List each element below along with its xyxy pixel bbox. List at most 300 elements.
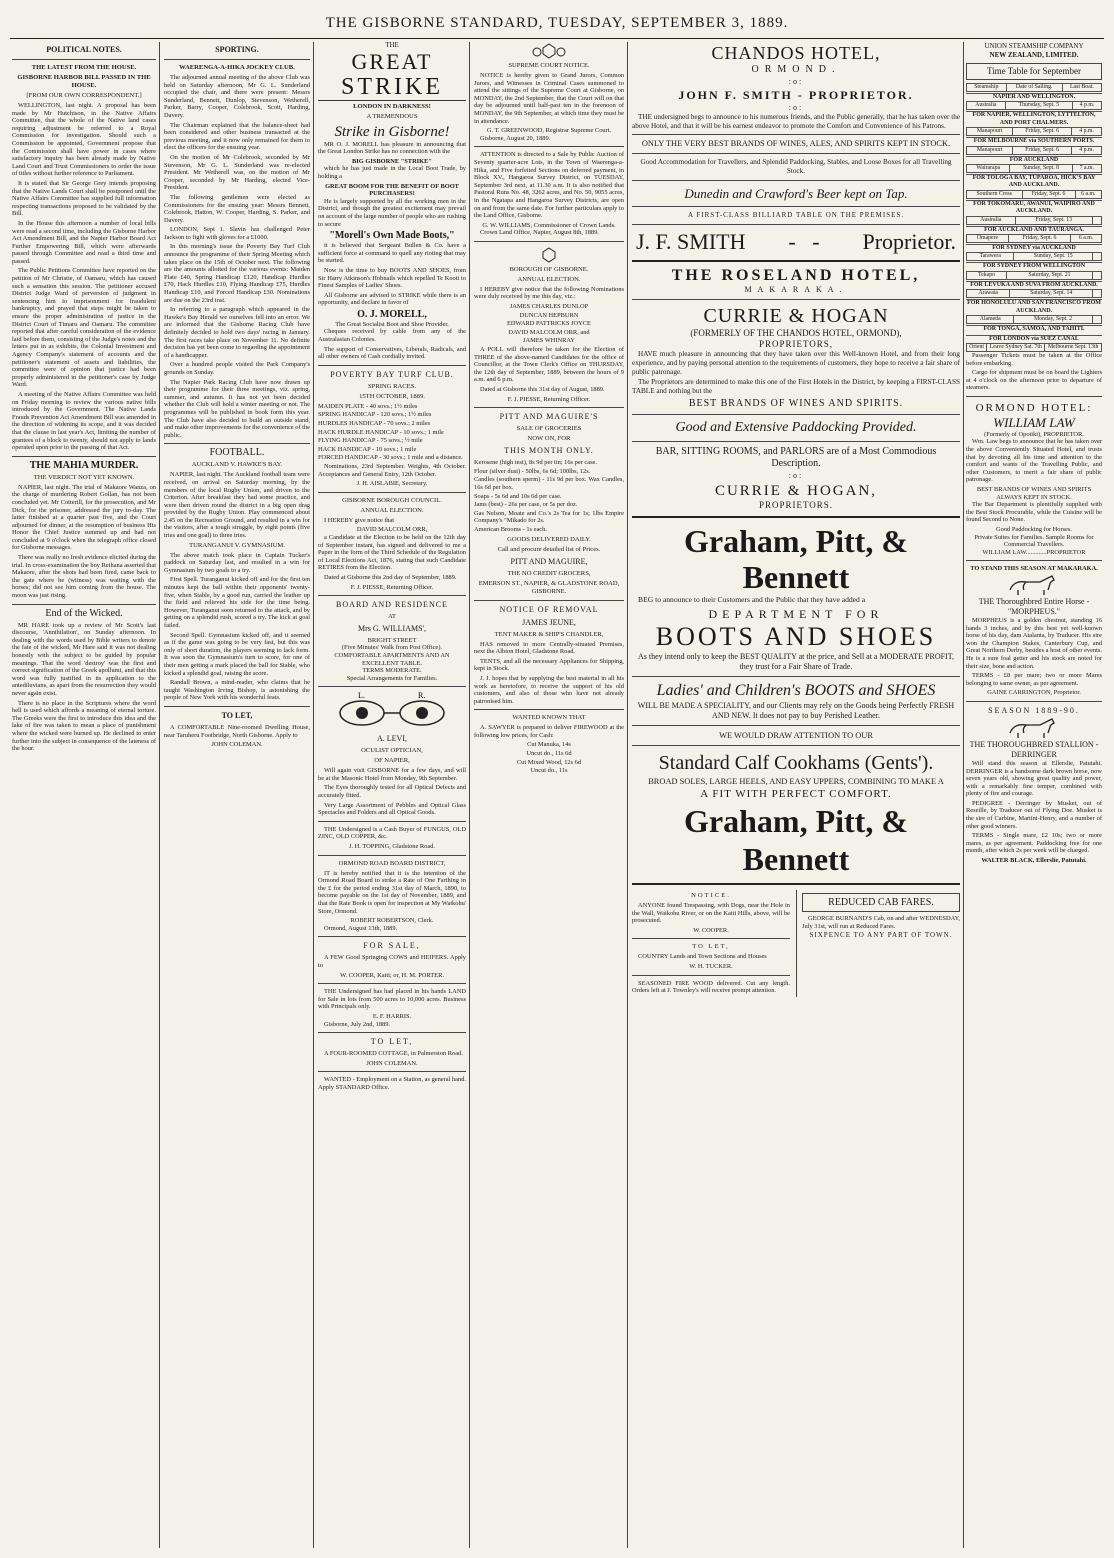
table-cell: 6 a.m.: [1075, 190, 1101, 198]
ad-text: A FIT WITH PERFECT COMFORT.: [700, 787, 892, 800]
ad-heading: TO LET,: [221, 710, 253, 720]
ad-heading: THIS MONTH ONLY.: [504, 446, 594, 456]
timetable-rows: [966, 343, 1102, 352]
table-row: [967, 253, 1102, 261]
ad-text: TERMS - £8 per mare; two or more Mares belonging to same owner, as per agreement.: [966, 672, 1102, 687]
ad-text: Proprietor.: [862, 229, 956, 255]
ad-text: NOTICE is hereby given to Grand Jurors, Common Jurors, and Witnesses in Criminal Cases summoned to attend the sittings of the Supreme Court at Gisborne, on MONDAY, the 2nd September, that the Court will on that day be adjourned until half-past ten in the forenoon of MONDAY, the 9th September, at which time they must be in attendance.: [474, 72, 624, 125]
ad-heading: BOROUGH OF GISBORNE.: [509, 265, 589, 273]
ad-heading: SUPREME COURT NOTICE.: [508, 62, 590, 69]
ad-ormond: ORMOND.: [751, 64, 841, 75]
timetable-section-title: FOR SYDNEY FROM WELLINGTON: [966, 262, 1102, 270]
timetable-header: [966, 83, 1102, 92]
table-cell: Sunday, Sept. 8: [1010, 165, 1072, 173]
ad-text: I HEREBY give notice that: [324, 516, 395, 524]
ad-text: THE undersigned begs to announce to his numerous friends, and the Public generally, that he has taken over the above Hotel, and that it will be his earnest endeavor to promote the Comfort and Convenience of his Patrons.: [632, 113, 960, 130]
ad-subheading: SALE OF GROCERIES: [516, 425, 582, 433]
ad-text: The support of Conservatives, Liberals, Radicals, and all other owners of Cash cordially invited.: [318, 345, 466, 361]
subheading: TURANGANUI V. GYMNASIUM.: [189, 541, 285, 549]
horse-icon: [1004, 574, 1064, 596]
table-cell: Tarawera: [967, 253, 1014, 261]
ad-text: Wm. Law begs to announce that he has taken over the above Conveniently Situated Hotel, and trusts that by devoting all his time and attention to the comfort and wants of the Travelling Public, and other Customers, to merit a fair share of public patronage.: [966, 438, 1102, 484]
ad-text: Private Suites for Families. Sample Rooms for Commercial Travellers.: [974, 533, 1094, 549]
subheading: THE VERDICT NOT YET KNOWN.: [33, 473, 135, 481]
table-cell: Sunday, Sept. 15: [1014, 253, 1093, 261]
ad-subheading: 15TH OCTOBER, 1889.: [359, 392, 425, 400]
eye-label-left: L.: [358, 691, 365, 701]
article-paragraph: The above match took place in Captain Tucker's paddock on Saturday last, and resulted in a win for Gymnasium by two goals to a try.: [164, 551, 310, 574]
article-paragraph: WELLINGTON, last night. A proposal has been made by Mr Hutchison, in the Native Affairs Committee, that the whole of the Native land cases requiring adjustment be referred to a Royal Commission for investigation. Should such a Commission be appointed, Government propose that the Commission shall have power in cases where satisfactory inquiry has been already made by Native Land Court and Trust Commissioners to order the issue of titles without further reference to Parliament.: [12, 102, 156, 178]
ad-text: HAS removed to more Centrally-situated Premises, next the Albion Hotel, Gladstone Road.: [474, 640, 624, 656]
ad-signature: WILLIAM LAW.............PROPRIETOR: [982, 548, 1086, 556]
column-rule: [159, 42, 160, 1548]
table-row: [967, 102, 1102, 110]
timetable-rows: [966, 127, 1102, 136]
ad-text: WE WOULD DRAW ATTENTION TO OUR: [719, 730, 873, 740]
table-cell: Manapouri: [967, 146, 1013, 154]
ad-text: I HEREBY give notice that the following Nominations were duly received by me this day, viz.:: [474, 285, 624, 301]
ad-subheading: ANNUAL ELECTION.: [360, 506, 424, 514]
price-entry: American Brooms - 1s each.: [474, 525, 547, 533]
column-advertisements-2: [474, 42, 624, 1548]
column-rule: [963, 42, 964, 1548]
ad-makaraka: MAKARAKA.: [744, 285, 848, 295]
table-cell: Southern Cross: [967, 190, 1023, 198]
ad-text: BROAD SOLES, LARGE HEELS, AND EASY UPPERS, COMBINING TO MAKE A: [648, 776, 944, 786]
ad-signature: E. F. HARRIS.: [372, 1012, 412, 1020]
table-cell: 4 p.m.: [1072, 128, 1102, 136]
timetable-rows: [966, 101, 1102, 110]
ad-name: Mrs G. WILLIAMS',: [358, 623, 426, 633]
race-entry: SPRING HANDICAP - 120 sovs.; 1½ miles: [318, 411, 432, 419]
ad-chandos: CHANDOS HOTEL,: [711, 43, 881, 63]
table-cell: Thursday, Sept. 5: [1005, 102, 1072, 110]
ad-text: (Formerly of Opotiki), PROPRIETOR.: [984, 430, 1084, 438]
ad-signature: J. H. AISLABIE, Secretary.: [356, 480, 428, 488]
table-cell: Monday, Sept. 2: [1014, 316, 1092, 324]
ad-text: A COMFORTABLE Nine-roomed Dwelling House, near Taruheru Footbridge, North Gisborne. Apply to: [164, 723, 310, 739]
ad-heading: UNION STEAMSHIP COMPANY: [984, 42, 1084, 50]
article-paragraph: First Spell. Turanganui kicked off and for the first ten minutes kept the ball within their opponents' twenty-five, when Stable, by a good run, carried the leather up the field and relieved his side for the time being. However, Turanganui soon returned to the attack, and by getting on a splendid rush, scored a try. The kick at goal failed.: [164, 576, 310, 629]
ad-text: GEORGE BURNAND'S Cab, on and after WEDNESDAY, July 31st, will run at Reduced Fares.: [802, 914, 960, 930]
ad-subheading: NOW ON, FOR: [527, 435, 571, 443]
ad-text: THE Undersigned has had placed in his hands LAND for Sale in lots from 500 acres to 10,000 acres. Business with Principals only.: [318, 988, 466, 1011]
ad-subheading: OCULIST OPTICIAN,: [361, 747, 423, 755]
ad-text: Will again visit GISBORNE for a few days, and will be at the Masonic Hotel from Monday, 9th September.: [318, 767, 466, 782]
table-cell: Friday, Sept. 6: [1013, 146, 1072, 154]
ad-signature: W. H. TUCKER.: [689, 962, 733, 970]
wood-price: Uncut do., 11s: [530, 767, 568, 775]
ad-text: THE Undersigned is a Cash Buyer of FUNGUS, OLD ZINC, OLD COPPER, &c.: [318, 825, 466, 841]
ad-text: Cheques received by cable from any of the Australasian Colonies.: [318, 328, 466, 344]
article-paragraph: MR HARE took up a review of Mr Scott's last discourse, 'Annihilation', on Sunday afternoon. In dealing with the words used by Bible writers to denote the fate of the wicked, Mr Hare said it was not dealing honestly with the subject to be guided by popular meanings. That the word 'destroy' was the first and correct signification of the Greek apollumi, and that this word was fully justified in its application to the antediluvians, as apart from the resurrection they would never again exist.: [12, 621, 156, 697]
ad-text: Call and procure detailed list of Prices.: [497, 545, 601, 553]
ad-text: Cargo for shipment must be on board the Lighters at 4 o'clock on the afternoon prior to departure of steamers.: [966, 369, 1102, 392]
ad-william-law: WILLIAM LAW: [993, 414, 1075, 430]
ad-text: WILL BE MADE A SPECIALITY, and our Clients may rely on the Goods being Perfectly FRESH AND NEW. It does not pay to buy Perished Leather.: [637, 700, 955, 720]
ad-roseland: THE ROSELAND HOTEL,: [671, 267, 921, 285]
section-heading: THE MAHIA MURDER.: [29, 459, 139, 471]
table-cell: Wairarapa: [967, 165, 1010, 173]
timetable-section-title: FOR LEVUKA AND SUVA FROM AUCKLAND.: [966, 281, 1102, 289]
byline: [FROM OUR OWN CORRESPONDENT.]: [26, 92, 142, 99]
article-paragraph: NAPIER, last night. The Auckland football team were received, on arrival on Saturday morning, by the members of the local Rugby Union, and driven to the Criterion. After breakfast they had some practice, and were then driven round the district in a big open drag provided by the Rugby Union. Play commenced about 2.45 on the Recreation Ground, and resulted in a win for the visitors, after a tough struggle, by eight points (five tries and one goal) to three tries.: [164, 471, 310, 540]
ad-graham-pitt-bennett-2: Graham, Pitt, & Bennett: [684, 802, 908, 877]
ad-text: BEST BRANDS OF WINES AND SPIRITS.: [688, 398, 904, 410]
race-entry: FORCED HANDICAP - 30 sovs.; 1 mile and a distance.: [318, 454, 463, 462]
candidate-list: [474, 303, 624, 345]
table-cell: Orient: [967, 343, 987, 351]
ad-signature: J. H. TOPPING, Gladstone Road.: [348, 843, 436, 851]
ad-subheading: THE NO CREDIT GROCERS,: [507, 569, 591, 577]
table-cell: Friday, Sept. 6: [1013, 128, 1072, 136]
ad-name: PITT AND MAGUIRE,: [510, 556, 588, 566]
section-heading: End of the Wicked.: [45, 607, 123, 619]
ad-text: ATTENTION is directed to a Sale by Public Auction of Seventy quarter-acre Lots, in the Town of Waerenga-a-Hika, and Five forfeited Sections on deferred payment, in Block XV., Hangaroa Survey District, on TUESDAY, September 3rd next, at 11.30 a.m. It is also notified that Pastoral Runs No. 48, 3262 acres, and No. 50, 9055 acres, in the Ngatapa and Hangaroa Survey Districts, are open on and from the same date. For further particulars apply to the Land Office, Gisborne.: [474, 151, 624, 220]
ad-name: DAVID MALCOLM ORR,: [356, 526, 428, 534]
timetable-rows: [966, 234, 1102, 243]
timetable-section-title: FOR TOKOMARU, AWANUI, WAIPIRO AND AUCKLAND.: [966, 200, 1102, 216]
table-cell: Manapouri: [967, 128, 1013, 136]
ad-text: HAVE much pleasure in announcing that they have taken over this Well-known Hotel, and from their long experience, and by paying personal attention to the requirements of customers, they hope to receive a fair share of public patronage.: [632, 350, 960, 376]
timetable-section-title: FOR MELBOURNE via SOUTHERN PORTS.: [966, 137, 1102, 145]
ad-text: (Five Minutes' Walk from Post Office).: [341, 644, 443, 652]
ad-text: WANTED - Employment on a Station, as general hand. Apply STANDARD Office.: [318, 1076, 466, 1091]
table-row: [967, 271, 1102, 279]
table-cell: Omapere: [967, 235, 1009, 243]
ad-subheading: GOODS DELIVERED DAILY.: [507, 535, 591, 543]
ad-emphasis: GREAT BOOM FOR THE BENEFIT OF BOOT PURCHASERS!: [325, 182, 459, 198]
ad-text: PROPRIETORS,: [758, 339, 834, 350]
article-paragraph: There is no place in the Scriptures where the word hell is used which affords a meaning of eternal torture. The Greeks were the first to introduce this idea and the lake of fire was taken to mean a place of punishment where the wicked were burned up. He declined to enter further into the subject in consequence of the lateness of the hour.: [12, 699, 156, 753]
table-row: [967, 190, 1102, 198]
ad-strike-gisborne: Strike in Gisborne!: [334, 123, 450, 140]
ad-signature: JOHN COLEMAN.: [366, 1059, 418, 1067]
ad-text: A FOUR-ROOMED COTTAGE, in Palmerston Road.: [324, 1050, 463, 1058]
ad-ladies-children: Ladies' and Children's BOOTS and SHOES: [656, 681, 936, 699]
article-paragraph: Randall Brown, a mind-reader, who claims that he taught Washington Irving Bishop, is astonishing the people of New York with his wonderful feats.: [164, 679, 310, 702]
spectacles-icon: [332, 691, 452, 731]
article-paragraph: In this morning's issue the Poverty Bay Turf Club announce the programme of their Spring Meeting which takes place on the 15th of October next. The following are the amounts allotted for the various events: Maiden Plate £40, Spring Handicap £120, Handicap Hurdles £70, Hack Hurdles £10, Flying Handicap £75, Hurdles Handicap £10, and Forced Handicap £30. Nominations are due on the 23rd inst.: [164, 243, 310, 304]
notice-block: [632, 890, 790, 997]
table-cell: Friday, Sept. 6: [1022, 190, 1075, 198]
table-cell: 6 a.m.: [1071, 235, 1102, 243]
table-cell: 4 p.m.: [1072, 102, 1101, 110]
horse-icon: [1004, 717, 1064, 739]
ad-heading: TO STAND THIS SEASON AT MAKARAKA.: [970, 565, 1098, 573]
ad-text: The Eyes thoroughly tested for all Optical Defects and accurately fitted.: [318, 784, 466, 800]
ad-text: PEDIGREE - Derringer by Musket, out of Reseille, by Traducer out of Flying Doe. Musket is the sire of Carbine, Martini-Henry, and a number of other good winners.: [966, 799, 1102, 830]
table-cell: Saturday, Sept. 14: [1010, 290, 1093, 298]
table-cell: Alameda: [967, 316, 1014, 324]
timetable-title: Time Table for September: [966, 63, 1102, 80]
ad-signature: ROBERT ROBERTSON, Clerk.: [350, 917, 434, 925]
article-paragraph: The Napier Park Racing Club have now drawn up their programme for their three meetings, viz. spring, summer, and autumn. It has not yet been decided whether the Club will hold a winter meeting or not. The programmes will be published in book form this year. The Club have also decided to build an outside stand, and make other improvements for the convenience of the public.: [164, 378, 310, 439]
eye-label-right: R.: [418, 691, 426, 701]
article-paragraph: The Chairman explained that the balance-sheet had been considered and other business transacted at the previous meeting, and it now only remained for them to elect the officers for the ensuing year.: [164, 121, 310, 152]
masthead: THE GISBORNE STANDARD, TUESDAY, SEPTEMBER 3, 1889.: [10, 8, 1104, 39]
article-paragraph: In referring to a paragraph which appeared in the Hawke's Bay Herald we ourselves fell into an error. We are informed that the Gisborne Racing Club have definitely decided to hold two days' racing in January. The first races take place on November 11. No definite decision has yet been come to regarding the appointment of a handicapper.: [164, 306, 310, 359]
ad-subheading: TENT MAKER & SHIP'S CHANDLER,: [494, 630, 604, 638]
ad-text: IT is hereby notified that it is the intention of the Ormond Road Board to strike a Rate of One Farthing in the £ for the period ending 31st day of March, 1890, to become payable on the 1st day of November, 1889, and that the Rate Book is open for inspection at My Waikohu' Store, Ormond.: [318, 869, 466, 915]
table-cell: [1093, 253, 1102, 261]
table-cell: 4 p.m.: [1072, 146, 1102, 154]
table-cell: Friday, Sept. 6: [1009, 235, 1071, 243]
table-row: [967, 235, 1102, 243]
article-paragraph: NAPIER, last night. The trial of Makaore Wanza, on the charge of murdering Robert Gollan, has not been concluded yet. Mr Cotterill, for the prosecution, and Mr Dick, for the prisoner, addressed the jury to-day. The latter finished at a quarter past five, and the Court adjourned for dinner, at the resumption of business His Honor the Chief Justice summed up and had not concluded at 9 o'clock when the telegraph office closed for Gisborne messages.: [12, 483, 156, 552]
table-cell: Arawata: [967, 290, 1010, 298]
ad-horse-name: THE THOROUGHBRED STALLION - DERRINGER: [969, 739, 1099, 759]
ad-text: Crown Land Office, Napier, August 8th, 1889.: [480, 229, 599, 237]
column-advertisements-1: [318, 42, 466, 1548]
ad-emphasis: "Morell's Own Made Boots,": [329, 230, 455, 242]
price-list: [474, 459, 624, 533]
table-cell: Tekapo: [967, 271, 1007, 279]
ad-text: Passenger Tickets must be taken at the Office before embarking.: [966, 351, 1102, 367]
ad-heading: GISBORNE BOROUGH COUNCIL.: [342, 496, 442, 504]
table-row: [967, 290, 1102, 298]
article-paragraph: The adjourned annual meeting of the above Club was held on Saturday afternoon, Mr G. L. Sunderland occupied the chair, and there were present: Messrs Sunderland, Bennett, Dunlop, Stevenson, Wetherell, Parker, Barry, Cooper, Colebrook, Scott, Harding, Davery.: [164, 74, 310, 119]
timetable-rows: [966, 315, 1102, 324]
article-paragraph: There was really no fresh evidence elicited during the trial. In cross-examination the boy Reihana asserted that Makaore, after the shots had been fired, came back to the gate where he (witness) was waiting with the horses; did not see him coming from the house. The moon was just rising.: [12, 554, 156, 600]
candidate-name: DUNCAN HEPBURN: [519, 311, 579, 319]
price-entry: Kerosene (high test), 8s 9d per tin; 16s per case.: [474, 459, 597, 467]
ad-text: The Proprietors are determined to make this one of the First Hotels in the District, by keeping a FIRST-CLASS TABLE and nothing but the: [632, 378, 960, 395]
ad-paddock: Good and Extensive Paddocking Provided.: [675, 420, 917, 436]
column-header: Steamship: [967, 84, 1007, 92]
table-cell: Saturday, Sept. 21: [1007, 271, 1093, 279]
race-entry: MAIDEN PLATE - 40 sovs.; 1½ miles: [318, 402, 418, 410]
timetable-section-title: FOR SYDNEY via AUCKLAND: [966, 244, 1102, 252]
article-paragraph: In the House this afternoon a number of local bills were read a second time, including the Gisborne Harbor Act Amendment Bill, and the Napier Harbor Board Act Further Empowering Bill, which were afterwards passed through Committee and read a third time and passed.: [12, 219, 156, 265]
timetable-section-title: FOR TONGA, SAMOA, AND TAHITI.: [966, 325, 1102, 333]
ad-strike: STRIKE: [318, 74, 466, 101]
ad-text: SIXPENCE TO ANY PART OF TOWN.: [809, 931, 953, 940]
price-entry: Soaps - 5s 6d and 10s 6d per case.: [474, 492, 562, 500]
ad-text: BEST BRANDS OF WINES AND SPIRITS: [976, 486, 1092, 494]
table-row: [967, 343, 1102, 351]
article-paragraph: The Public Petitions Committee have reported on the petition of Mr Christie, of Oamaru, which has caused such a sensation this session. The petitioner accused District Judge Ward of perversion of judgment in sentencing him to imprisonment for fraudulent bankruptcy, and prayed that steps might be taken to ensure the proper administration of justice in the District Court of Timaru and Oamaru. The committee reported that after careful consideration of the evidence laid before them, consisting of the Judge's notes and the letters put in as exhibits, the Colonial Investment and Agency Company's statement of accounts and the petitioner's statement of assets and liabilities, the committee were of opinion that justice had been properly administered in the petitioner's case by Judge Ward.: [12, 267, 156, 389]
ad-text: Ormond, August 13th, 1889.: [324, 924, 398, 932]
candidate-name: JAMES CHARLES DUNLOP: [509, 303, 589, 311]
timetable-rows: [966, 289, 1102, 298]
table-cell: Friday, Sept. 13: [1015, 216, 1092, 224]
ad-text: DEPARTMENT FOR: [708, 606, 884, 621]
ad-text: TERMS MODERATE.: [362, 667, 422, 675]
ad-smith-proprietor: J. F. SMITH - - Proprietor.: [636, 229, 956, 255]
ad-text: All Gisborne are advised to STRIKE while there is an opportunity, and declare in favor of: [318, 291, 466, 307]
ad-text: The Bar Department is plentifully supplied with the Best Stock Procurable, while the Cuisine will be found Second to None.: [966, 501, 1102, 524]
ad-text: which he has just made in the Local Boot Trade, by holding a: [318, 165, 466, 180]
table-cell: Australia: [967, 216, 1016, 224]
column-sporting: [164, 42, 310, 1548]
column-rule: [313, 42, 314, 1548]
ad-heading: NOTICE.: [691, 891, 731, 899]
ad-text: A FIRST-CLASS BILLIARD TABLE ON THE PREMISES.: [687, 211, 905, 220]
ad-signature: F. J. PIESSE, Returning Officer.: [507, 395, 591, 403]
ad-text: J. J. hopes that by supplying the best material in all his work as heretofore, to receive the support of his old customers, and also of those who have not already patronised him.: [474, 674, 624, 705]
ad-text: A. SAWYER is prepared to deliver FIREWOOD at the following low prices, for Cash:: [474, 724, 624, 739]
wood-price: Uncut do., 11s 6d: [526, 750, 572, 758]
ad-signature: G. T. GREENWOOD, Registrar Supreme Court.: [486, 127, 612, 135]
ad-text: Nominations, 23rd September. Weights, 4th October. Acceptances and General Entry, 12th October.: [318, 463, 466, 478]
timetable-rows: [966, 216, 1102, 225]
subheading: THE LATEST FROM THE HOUSE.: [31, 64, 137, 71]
ad-subheading: OF NAPIER,: [374, 757, 410, 765]
ad-text: TERMS - Single mare, £2 10s; two or more mares, as per agreement. Paddocking free for one month, after which 2s per week will be charged.: [966, 832, 1102, 855]
timetable-rows: [966, 271, 1102, 280]
ad-text: Good Paddocking for Horses.: [996, 526, 1072, 533]
table-cell: 7 a.m.: [1072, 165, 1101, 173]
ad-text: a Candidate at the Election to be held on the 12th day of September instant, has signed and delivered to me a Paper in the form of the Third Schedule of the Regulation of Local Elections Act, 1876, stating that such Candidate RETIRES from the Election.: [318, 533, 466, 572]
ad-text: MORPHEUS is a golden chestnut, standing 16 hands 3 inches, and by this best yet well-known horse of his day, dam Atalanta, by Traducer. His sire won the Champion Stakes, Canterbury Cup, and Great Northern Derby, besides a host of other events. He is a sure foal getter and his stock are noted for their size, bone and action.: [966, 616, 1102, 670]
ad-text: ONLY THE VERY BEST BRANDS OF WINES, ALES, AND SPIRITS KEPT IN STOCK.: [641, 139, 951, 149]
timetable-section-title: FOR TOLOGA BAY, TUPAROA, HICK'S BAY AND AUCKLAND.: [966, 174, 1102, 190]
ad-text: Good Accommodation for Travellers, and Splendid Paddocking, Stables, and Loose Boxes for all Travelling Stock.: [640, 158, 952, 176]
ad-text: Will stand this season at Ellerslie, Patutahi. DERRINGER is a handsome dark brown horse, now seven years old, showing great quality and power, with a remarkably fine temper, combined with plenty of fire and courage.: [966, 759, 1102, 798]
candidate-name: EDWARD PATTRICKS JOYCE: [507, 320, 591, 328]
column-header: Date of Sailing.: [1006, 84, 1062, 92]
timetable-section-title: NAPIER AND WELLINGTON.: [966, 93, 1102, 101]
table-row: [967, 146, 1102, 154]
ad-the: THE: [385, 42, 399, 49]
table-cell: [1093, 290, 1102, 298]
ad-text: A POLL will therefore be taken for the Election of THREE of the above-named Candidates for the office of Councillor, at the Town Clerk's Office on THURSDAY, the 12th day of September, 1889, between the hours of 9 a.m. and 6 p.m.: [474, 346, 624, 384]
timetable-rows: [966, 146, 1102, 155]
ad-text: Very Large Assortment of Pebbles and Optical Glass Spectacles and Folders and all Optical Goods.: [318, 801, 466, 817]
column-rule: [627, 42, 628, 1548]
timetable-rows: [966, 190, 1102, 199]
section-heading: POLITICAL NOTES.: [46, 45, 122, 54]
ad-signature: G. W. WILLIAMS, Commissioner of Crown Lands.: [482, 221, 616, 229]
column-header: Last Boat.: [1062, 84, 1101, 92]
ad-smith: JOHN F. SMITH - PROPRIETOR.: [678, 87, 914, 102]
table-row: [967, 316, 1102, 324]
subheading: AUCKLAND V. HAWKE'S BAY.: [191, 461, 283, 469]
table-cell: Melbourne Sept. 13th: [1045, 343, 1102, 351]
ad-text: As they intend only to keep the BEST QUALITY at the price, and Sell at a MODERATE PROFIT, they trust for a Fair Share of Trade.: [637, 651, 955, 671]
ad-text: BEG to announce to their Customers and the Public that they have added a: [638, 594, 866, 604]
ad-name: O. J. MORELL,: [357, 308, 427, 320]
ad-boots-shoes: BOOTS AND SHOES: [655, 621, 937, 651]
coat-of-arms-icon: [529, 42, 569, 60]
ad-heading: NOTICE OF REMOVAL: [499, 604, 599, 614]
coat-of-arms-icon: [529, 246, 569, 264]
ad-subheading: SPRING RACES.: [367, 382, 416, 390]
ad-heading: POVERTY BAY TURF CLUB.: [330, 369, 454, 379]
column-political-notes: [12, 42, 156, 1548]
ad-subheading: ANNUAL ELECTION.: [517, 275, 581, 283]
ad-heading: SEASON 1889-90.: [988, 705, 1080, 715]
table-cell: [1092, 271, 1101, 279]
race-entry: HURDLES HANDICAP - 70 sovs.; 2 miles: [318, 420, 431, 428]
price-entry: Flour (silver dust) - 50lbs, 6s 6d; 100lbs, 12s.: [474, 467, 591, 475]
ad-emphasis: BIG GISBORNE "STRIKE": [352, 157, 432, 165]
ad-heading: WANTED KNOWN THAT: [512, 714, 586, 722]
timetable-section-title: FOR AUCKLAND: [966, 156, 1102, 164]
ad-text: (FORMERLY OF THE CHANDOS HOTEL, ORMOND),: [690, 328, 902, 339]
table-row: [967, 128, 1102, 136]
ad-text: TENTS, and all the necessary Appliances for Shipping, kept in Stock.: [474, 657, 624, 673]
ad-heading: REDUCED CAB FARES.: [802, 893, 960, 912]
ad-text: Gisborne, August 20, 1889.: [480, 134, 551, 142]
column-hotels-and-stores: CHANDOS HOTEL, ORMOND. :o: JOHN F. SMITH - PROPRIETOR. :o: THE undersigned begs to announce to his numerous friends, and the Public generally, that he has taken over the above Hotel, and that it will be his earnest endeavor to promote the Comfort and Convenience of his Patrons. ONLY THE VERY BEST BRANDS OF WINES, ALES, AND SPIRITS KEPT IN STOCK. Good Accommodation for Travellers, and Splendid Paddocking, Stables, and Loose Boxes for all Travelling Stock. Dunedin and Crawford's Beer kept on Tap. A FIRST-CLASS BILLIARD TABLE ON THE PREMISES. J. F. SMITH - - Proprietor. THE ROSELAND HOTEL, MAKARAKA. CURRIE & HOGAN (FORMERLY OF THE CHANDOS HOTEL, ORMOND), PROPRIETORS, HAVE much pleasure in announcing that they have taken over this Well-known Hotel, and from their long experience, and by paying personal attention to the requirements of customers, they hope to receive a fair share of public patronage. The Proprietors are determined to make this one of the First Hotels in the District, by keeping a FIRST-CLASS TABLE and nothing but the BEST BRANDS OF WINES AND SPIRITS. Good and Extensive Paddocking Provided. BAR, SITTING ROOMS, and PARLORS are of a Most Commodious Description. :o: CURRIE & HOGAN, PROPRIETORS. Graham, Pitt, & Bennett BEG to announce to their Customers and the Public that they have added a DEPARTMENT FOR BOOTS AND SHOES As they intend only to keep the BEST QUALITY at the price, and Sell at a MODERATE PROFIT, they trust for a Fair Share of Trade. Ladies' and Children's BOOTS and SHOES WILL BE MADE A SPECIALITY, and our Clients may rely on the Goods being Perfectly FRESH AND NEW. It does not pay to buy Perished Leather. WE WOULD DRAW ATTENTION TO OUR Standard Calf Cookhams (Gents'). BROAD SOLES, LARGE HEELS, AND EASY UPPERS, COMBINING TO MAKE A A FIT WITH PERFECT COMFORT. Graham, Pitt, & Bennett NOTICE. ANYONE found Trespassing, with Dogs, near the Hole in the Wall, Waikohu River, or on the Kaiti Hills, above, will be prosecuted. W. COOPER. TO LET, COUNTRY Lands and Town Sections and Houses W. H. TUCKER. SEASONED FIRE WOOD delivered. Cut any length. Orders left at J. Townley's will receive prompt attention. REDUCED CAB FARES. GEORGE BURNAND'S Cab, on and after WEDNESDAY, July 31st, will run at Reduced Fares. SIXPENCE TO ANY PART OF TOWN.: [632, 42, 960, 1548]
ad-heading: FOR SALE,: [363, 941, 421, 951]
table-cell: Leave Sydney Sat. 7th: [987, 343, 1045, 351]
price-entry: Candles (southern sperm) - 11s 9d per box. Wax Candles, 16s 6d per box.: [474, 476, 624, 491]
article-paragraph: LONDON, Sept 1. Slavin has challenged Peter Jackson to fight with gloves for a £1000.: [164, 226, 310, 241]
ad-text: Dated at Gisborne this 31st day of August, 1889.: [480, 386, 605, 393]
article-paragraph: It is stated that Sir George Grey intends proposing that the Native Lands Court shall be postponed until the Native Affairs Committee has supplied full information respecting transactions proposed to be validated by the Bill.: [12, 179, 156, 218]
ad-text: AT: [388, 613, 396, 621]
article-paragraph: A meeting of the Native Affairs Committee was held on Friday morning to review the various native bills introduced by the Government. The Native Lands Frauds Prevention Act Amendment Bill was amended in the direction of widening its scope, and it was decided that the clause in last year's Act, limiting the number of grantees of a block to twenty, should not apply to lands operated upon prior to the passing of that Act.: [12, 390, 156, 452]
wood-price: Cut Manuka, 14s: [527, 741, 571, 749]
ad-beer: Dunedin and Crawford's Beer kept on Tap.: [684, 186, 908, 202]
race-list: [318, 403, 466, 462]
ad-text: MR O. J. MORELL has pleasure in announcing that the Great London Strike has no connection with the: [318, 140, 466, 156]
ad-great: GREAT: [351, 48, 433, 74]
timetable-section-title: FOR HONOLULU AND SAN FRANCISCO FROM AUCKLAND.: [967, 300, 1101, 314]
ad-signature: W. COOPER.: [693, 926, 729, 934]
wood-price-list: [474, 741, 624, 774]
ad-signature: GAINE CARRINGTON, Proprietor.: [987, 689, 1081, 697]
ad-text: BRIGHT STREET: [367, 636, 417, 644]
subheading: GISBORNE HARBOR BILL PASSED IN THE HOUSE.: [17, 74, 151, 89]
ad-ormond-hotel: ORMOND HOTEL:: [975, 401, 1093, 414]
bottom-notices: [632, 890, 960, 997]
timetable: [966, 93, 1102, 352]
ad-text: He is largely supported by all the working men in the District, and though the greatest excitement may prevail on account of the large number of people who are rushing to secure: [318, 197, 466, 228]
ad-currie-2: CURRIE & HOGAN,: [714, 482, 878, 499]
ad-text: Special Arrangements for Families.: [346, 674, 438, 682]
ad-name: A. LEVI,: [377, 734, 407, 744]
table-cell: Australia: [967, 102, 1006, 110]
ad-text: SEASONED FIRE WOOD delivered. Cut any length. Orders left at J. Townley's will receive prompt attention.: [632, 979, 790, 995]
ad-subheading: NEW ZEALAND, LIMITED.: [989, 51, 1079, 59]
table-row: [967, 165, 1102, 173]
ad-graham-pitt-bennett: Graham, Pitt, & Bennett: [684, 522, 908, 595]
ad-heading: PITT AND MAGUIRE'S: [499, 412, 599, 422]
article-paragraph: Over a hundred people visited the Park Company's grounds on Sunday.: [164, 361, 310, 376]
wood-price: Cut Mixed Wood, 12s 6d: [516, 758, 582, 766]
ad-signature: F. J. PIESSE, Returning Officer.: [350, 583, 434, 591]
ad-currie: CURRIE & HOGAN: [703, 305, 889, 328]
article-paragraph: The following gentlemen were elected as Commissioners for the ensuing year: Messrs Bennett, Colebrook, Hatton, W. Cooper, Harding, S. Parker, and Davery.: [164, 193, 310, 224]
ad-cookhams: Standard Calf Cookhams (Gents').: [658, 751, 934, 774]
ad-name: JAMES JEUNE,: [522, 617, 576, 627]
ad-text: BAR, SITTING ROOMS, and PARLORS are of a Most Commodious Description.: [655, 446, 937, 470]
price-entry: Jams (best) - 26s per case, or 5s per doz.: [474, 501, 578, 509]
timetable-section-title: FOR AUCKLAND AND TAURANGA.: [966, 226, 1102, 234]
section-heading: FOOTBALL.: [209, 447, 265, 459]
race-entry: HACK HANDICAP - 10 sovs.; 1 mile: [318, 445, 417, 453]
article-paragraph: On the motion of Mr Colebrook, seconded by Mr Stevenson, Mr G. L. Sunderland was re-elected President. Mr Wetherell was, on the motion of Mr Cooper, seconded by Mr Harding, elected Vice-President.: [164, 153, 310, 192]
table-row: [967, 216, 1102, 224]
ad-subheading: A TREMENDOUS: [366, 112, 418, 120]
ad-heading: BOARD AND RESIDENCE: [336, 600, 448, 610]
ad-text: Gisborne, July 2nd, 1889.: [324, 1020, 391, 1028]
ad-subheading: EMERSON ST., NAPIER, & GLADSTONE ROAD, GISBORNE.: [478, 579, 620, 595]
article-paragraph: Second Spell. Gymnasium kicked off, and it seemed as if the game was going to be very fast, but this was only of short duration, the players seeming to lack form. It was soon the Gymnasium's turn to score, for one of their men getting a mark placed the ball for Stable, who kicked a splendid goal, raising the score.: [164, 631, 310, 677]
price-entry: Gas Nelson, Moate and Co.'s 2s Tea for 1s; 1lbs Empire Company's "Mikado for 2s.: [474, 509, 624, 525]
table-cell: [1092, 316, 1101, 324]
race-entry: HACK HURDLE HANDICAP - 10 sovs.; 1 mile: [318, 428, 444, 436]
ad-name: J. F. SMITH: [636, 229, 746, 255]
ad-heading: ORMOND ROAD BOARD DISTRICT,: [338, 859, 446, 867]
ad-text: it is believed that Sergeant Bullen & Co. have a sufficient force at command to quell any rioting that may be started.: [318, 242, 466, 265]
table-cell: [1092, 216, 1101, 224]
column-shipping-and-stud: [966, 42, 1102, 1548]
